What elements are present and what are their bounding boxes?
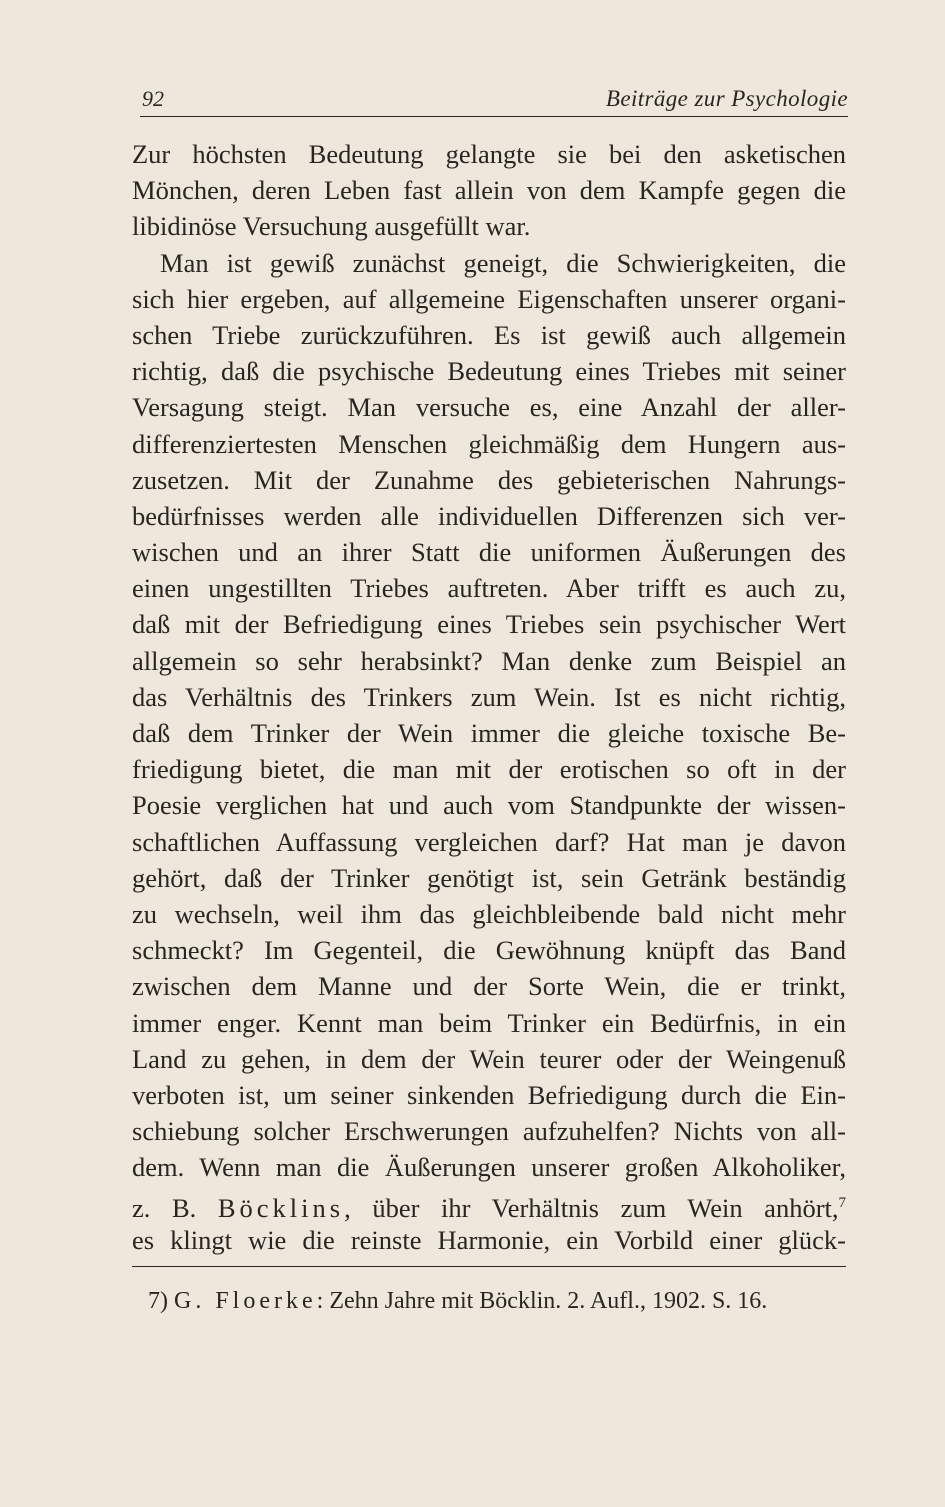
paragraph-start-line: Man ist gewiß zunächst geneigt, die Schwierigkeiten, die [160,247,846,278]
text-line: immer enger. Kennt man beim Trinker ein Bedürfnis, in ein [132,1007,846,1038]
text-line: es klingt wie die reinste Harmonie, ein Vorbild einer glück- [132,1224,846,1255]
footnote-text: : Zehn Jahre mit Böcklin. 2. Aufl., 1902. S. 16. [316,1288,768,1314]
text-line: zwischen dem Manne und der Sorte Wein, die er trinkt, [132,971,846,1002]
footnote-marker: 7) [148,1288,168,1314]
text-line: schiebung solcher Erschwerungen aufzuhelfen? Nichts von all- [132,1116,846,1147]
text-line: Versagung steigt. Man versuche es, eine Anzahl der aller- [132,392,846,423]
text-line: allgemein so sehr herabsinkt? Man denke zum Beispiel an [132,645,846,676]
body-text [132,136,846,1258]
text-line: daß dem Trinker der Wein immer die gleiche toxische Be- [132,718,846,748]
text-line: wischen und an ihrer Statt die uniformen Äußerungen des [132,537,846,568]
text-line: daß mit der Befriedigung eines Triebes sein psychischer Wert [132,609,846,640]
page-header [140,80,848,117]
text-line: zu wechseln, weil ihm das gleichbleibende bald nicht mehr [132,898,846,929]
page-number: 92 [142,86,164,111]
footnote-reference: 7 [838,1195,847,1212]
running-head: Beiträge zur Psychologie [605,86,848,111]
text-line: bedürfnisses werden alle individuellen Differenzen sich ver- [132,500,846,531]
text-line: einen ungestillten Triebes auftreten. Aber trifft es auch zu, [132,573,846,604]
text-line-with-note-ref [132,1185,847,1224]
text-line: dem. Wenn man die Äußerungen unserer großen Alkoholiker, [132,1152,846,1183]
text-line: Zur höchsten Bedeutung gelangte sie bei den asketischen [132,139,846,169]
text-line: schen Triebe zurückzuführen. Es ist gewiß auch allgemein [132,319,846,350]
text-line: sich hier ergeben, auf allgemeine Eigenschaften unserer organi- [132,283,846,314]
spaced-name: Böcklins [217,1193,345,1224]
footnote-divider [132,1266,846,1267]
text-line: Poesie verglichen hat und auch vom Standpunkte der wissen- [132,790,846,821]
text-line: Mönchen, deren Leben fast allein von dem Kampfe gegen die [132,175,846,206]
line-rest: , über ihr Verhältnis zum Wein anhört, [344,1193,839,1224]
text-line: schmeckt? Im Gegenteil, die Gewöhnung knüpft das Band [132,935,846,966]
text-line: libidinöse Versuchung ausgefüllt war. [132,211,531,242]
text-line: differenziertesten Menschen gleichmäßig dem Hungern aus- [132,428,846,459]
text-line: das Verhältnis des Trinkers zum Wein. Ist es nicht richtig, [132,681,846,712]
text-line: friedigung bietet, die man mit der erotischen so oft in der [132,754,846,785]
text-line: gehört, daß der Trinker genötigt ist, sein Getränk beständig [132,862,846,893]
text-line: verboten ist, um seiner sinkenden Befriedigung durch die Ein- [132,1079,846,1110]
text-line: Land zu gehen, in dem der Wein teurer oder der Weingenuß [132,1043,846,1074]
text-line: richtig, daß die psychische Bedeutung eines Triebes mit seiner [132,356,846,387]
footnote-author: G. Floerke [174,1288,317,1314]
text-line: schaftlichen Auffassung vergleichen darf? Hat man je davon [132,826,846,857]
line-prefix: z. B. [132,1193,197,1224]
footnote [148,1288,767,1315]
text-line: zusetzen. Mit der Zunahme des gebieterischen Nahrungs- [132,464,846,495]
